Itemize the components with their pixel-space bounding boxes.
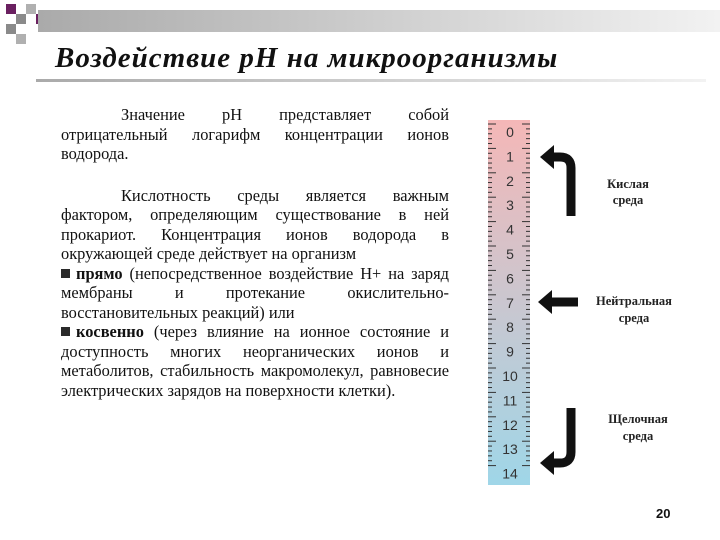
ph-value-label: 10: [502, 368, 518, 384]
slide-body: [61, 105, 449, 400]
bullet-square-icon: [61, 269, 70, 278]
acid-label: Кислая: [607, 177, 649, 191]
bullet-text: (непосредственное воздействие H+ на заряд мембраны и протекание окислительно-восстановительных реакций) или: [61, 263, 449, 322]
accent-square: [26, 4, 36, 14]
accent-square: [16, 14, 26, 24]
bullet-text: (через влияние на ионное состояние и доступность многих неорганических ионов и метаболитов, стабильность макромолекул, равновесие электрических зарядов на поверхности клетки).: [61, 322, 449, 400]
slide-number: 20: [656, 506, 671, 521]
ph-scale-figure: [470, 110, 700, 492]
slide-title: Воздействие pH на микроорганизмы: [55, 42, 559, 74]
ph-value-label: 2: [506, 172, 514, 189]
ph-value-label: 14: [502, 465, 518, 482]
top-gradient-bar: [38, 10, 720, 32]
ph-value-label: 8: [506, 319, 514, 336]
alkaline-label-2: среда: [622, 429, 654, 443]
neutral-arrowhead-icon: [538, 290, 552, 314]
acid-label-2: среда: [612, 193, 644, 207]
alkaline-arrowhead-icon: [540, 451, 554, 475]
alkaline-label: Щелочная: [608, 412, 668, 426]
neutral-label-2: среда: [618, 311, 650, 325]
accent-square: [6, 4, 16, 14]
bullet-item-indirect: [61, 322, 449, 400]
bullet-item-direct: [61, 264, 449, 323]
intro-paragraph: Значение pH представляет собой отрицательный логарифм концентрации ионов водорода.: [61, 105, 449, 163]
ph-value-label: 6: [506, 270, 514, 287]
ph-value-label: 0: [506, 124, 514, 140]
ph-value-label: 11: [502, 392, 518, 409]
acid-arrowhead-icon: [540, 145, 554, 169]
ph-value-label: 9: [506, 343, 514, 360]
accent-square: [6, 24, 16, 34]
alkaline-arrow-icon: [552, 408, 571, 463]
ph-value-label: 7: [506, 294, 514, 311]
ph-value-label: 5: [506, 246, 514, 262]
bullet-term: прямо: [76, 263, 123, 283]
ph-value-label: 13: [502, 441, 518, 458]
bullet-term: косвенно: [76, 322, 144, 341]
ph-value-label: 1: [506, 148, 514, 165]
title-underline: [36, 79, 706, 82]
ph-value-label: 12: [502, 416, 518, 433]
ph-value-label: 3: [506, 197, 514, 214]
bullet-square-icon: [61, 327, 70, 336]
ph-value-label: 4: [506, 221, 514, 238]
acid-arrow-icon: [552, 157, 571, 216]
neutral-label: Нейтральная: [596, 294, 672, 308]
accent-square: [16, 34, 26, 44]
importance-paragraph: Кислотность среды является важным фактором, определяющим существование в ней прокариот. Концентрация ионов водорода в окружающей среде действует на организм: [61, 185, 449, 263]
